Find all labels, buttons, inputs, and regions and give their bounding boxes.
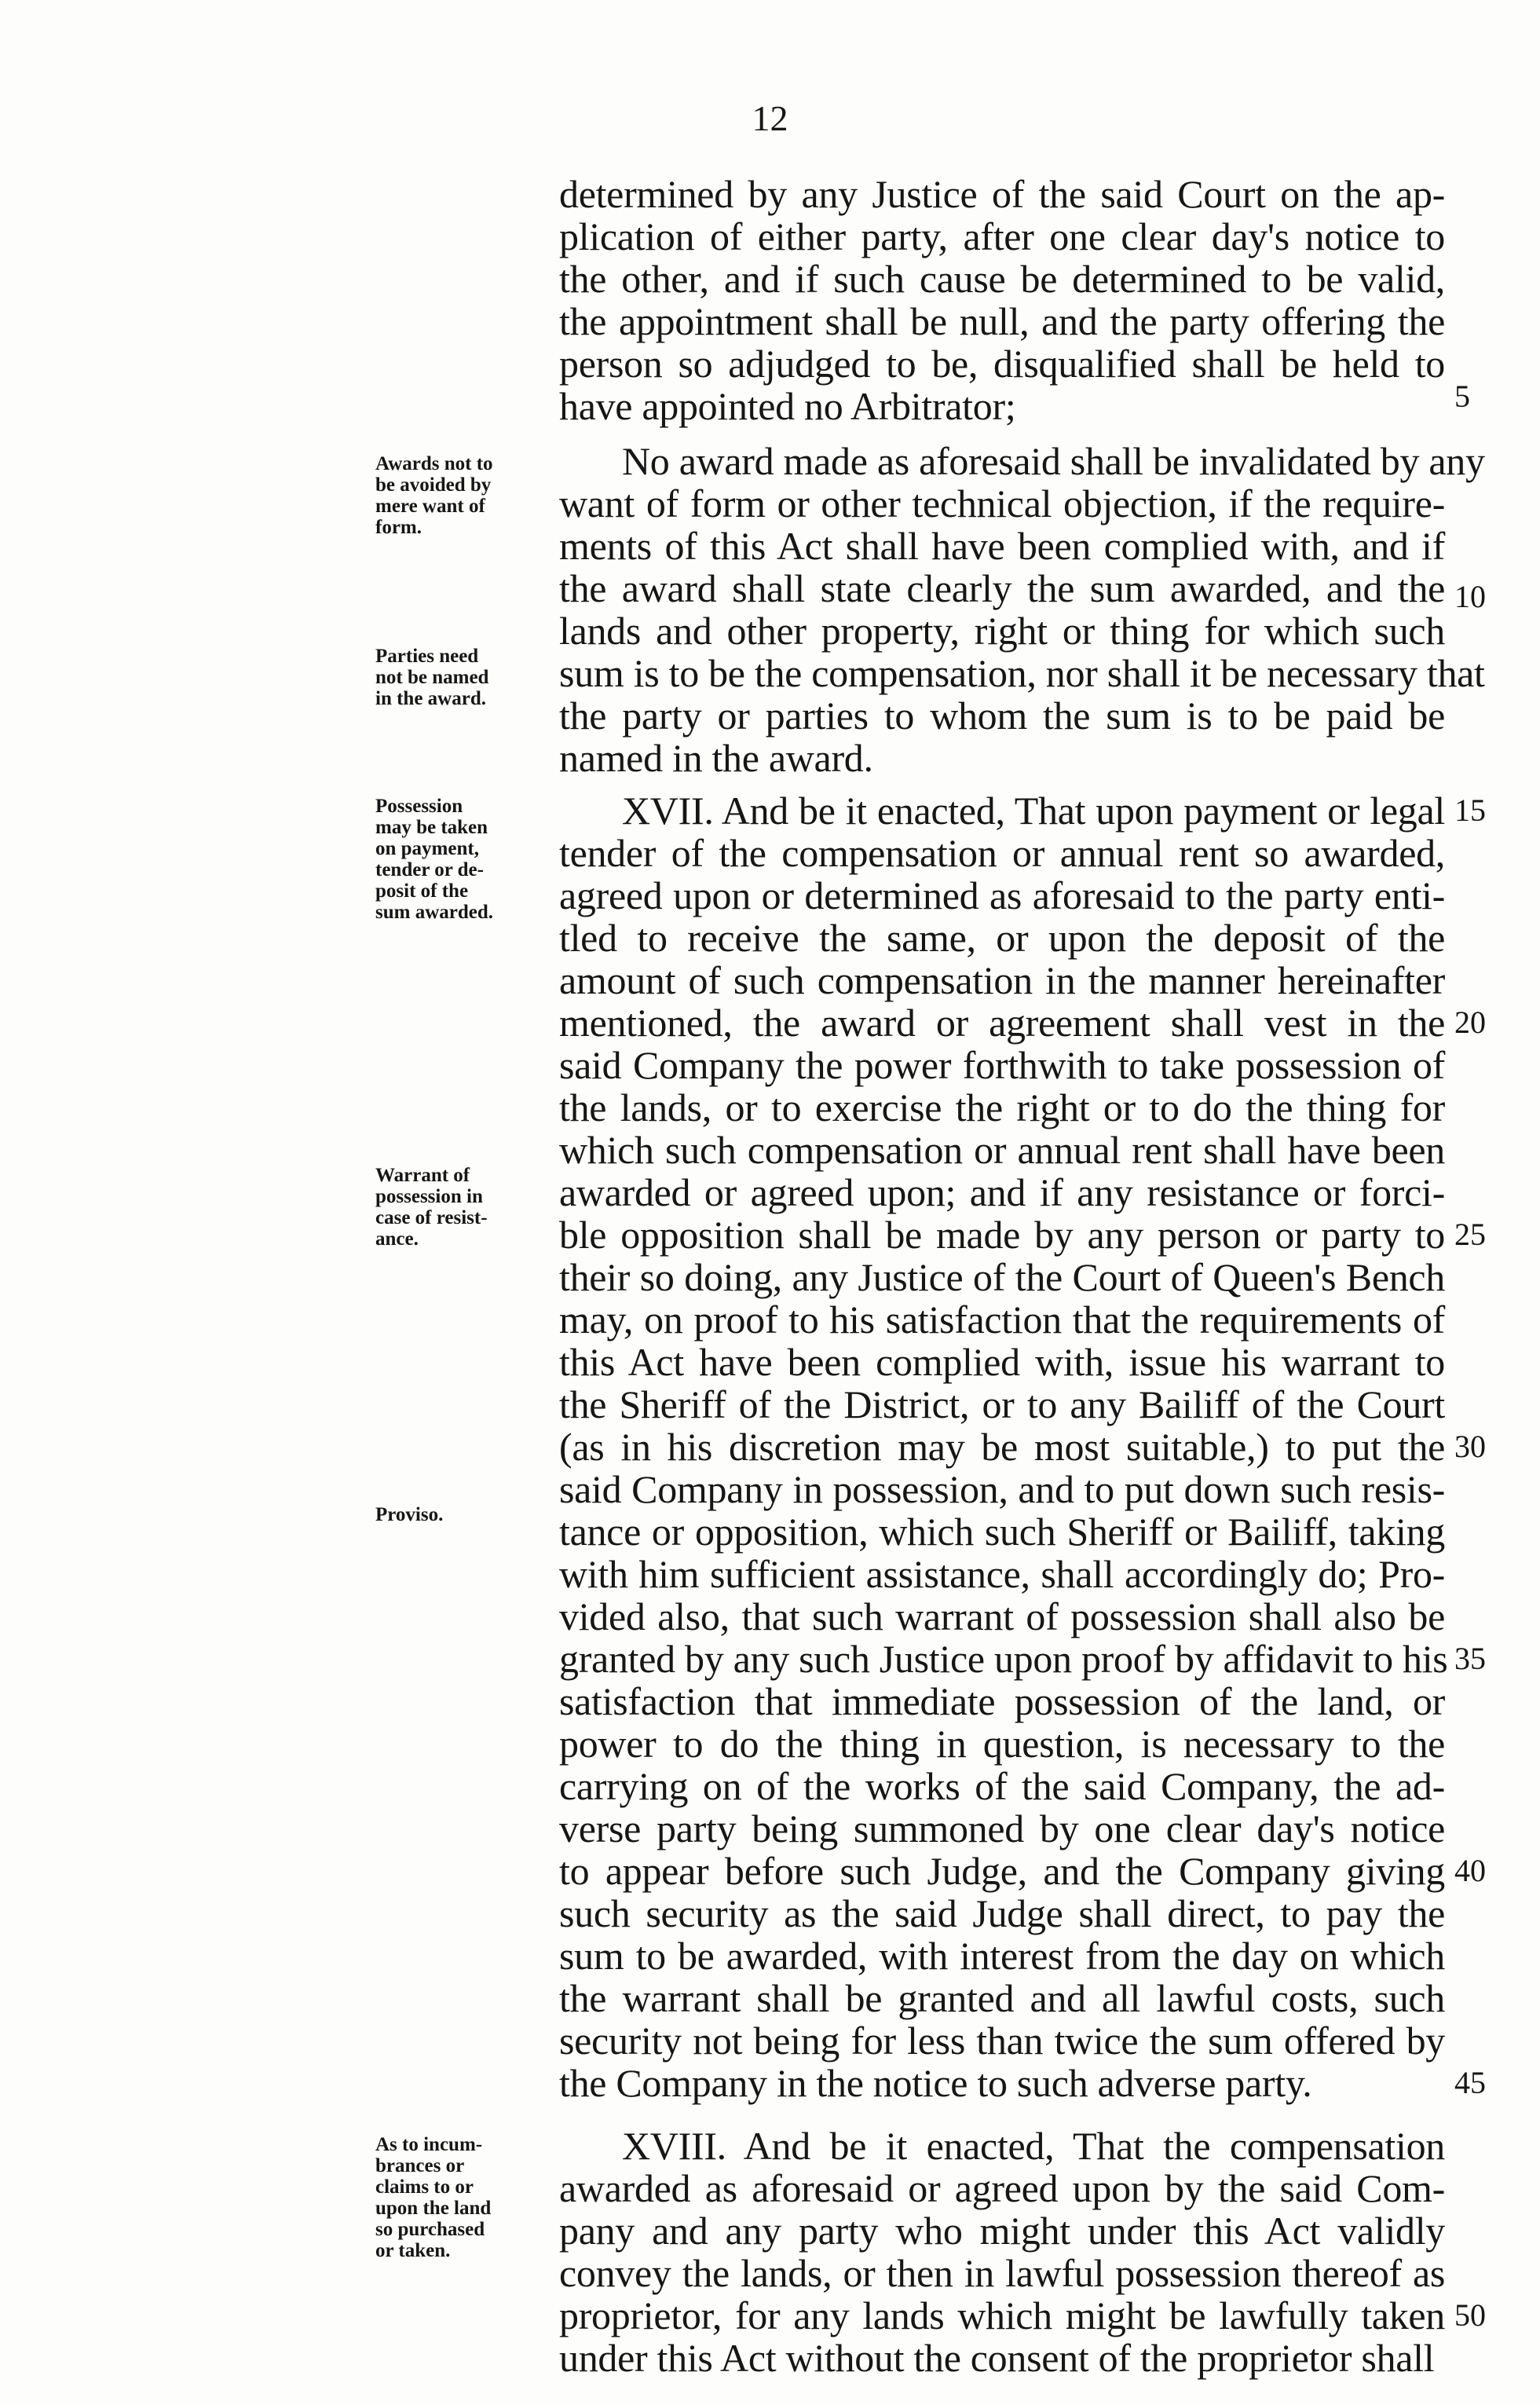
text-line: person so adjudged to be, disqualified shall be held to [559,342,1445,386]
margin-note-line: not be named [375,667,489,688]
margin-note-line: As to incum- [375,2134,483,2155]
note-incumbrances [375,2134,548,2261]
text-line: mentioned, the award or agreement shall vest in the [559,1001,1445,1045]
margin-note-line: in the award. [375,688,486,709]
text-line: the other, and if such cause be determined to be valid, [559,257,1445,301]
line-number: 10 [1454,579,1486,614]
text-line: ble opposition shall be made by any person or party to [559,1213,1445,1257]
text-line: the party or parties to whom the sum is to be paid be [559,694,1445,738]
text-line: with him sufficient assistance, shall accordingly do; Pro- [559,1552,1445,1596]
text-line: vided also, that such warrant of possession shall also be [559,1594,1445,1638]
note-proviso [375,1504,548,1525]
section-xviii [559,2125,1445,2379]
text-line: tender of the compensation or annual rent so awarded, [559,831,1445,875]
text-line: determined by any Justice of the said Court on the ap- [559,172,1445,216]
text-line: to appear before such Judge, and the Company giving [559,1849,1445,1893]
text-line: carrying on of the works of the said Company, the ad- [559,1764,1445,1808]
text-line: the Sheriff of the District, or to any Bailiff of the Court [559,1382,1445,1426]
text-line: the lands, or to exercise the right or to do the thing for [559,1085,1445,1129]
note-parties [375,646,548,709]
margin-note-line: possession in [375,1186,483,1207]
text-line: which such compensation or annual rent shall have been [559,1128,1445,1172]
margin-note-line: form. [375,517,422,538]
text-line: XVIII. And be it enacted, That the compensation [622,2124,1445,2168]
note-possession [375,796,548,923]
line-number: 50 [1454,2297,1486,2333]
text-line: such security as the said Judge shall direct, to pay the [559,1891,1445,1935]
text-line: the warrant shall be granted and all lawful costs, such [559,1976,1445,2020]
text-line: verse party being summoned by one clear day's notice [559,1806,1445,1850]
text-line: satisfaction that immediate possession of the land, or [559,1679,1445,1723]
text-line: named in the award. [559,736,873,780]
note-warrant [375,1165,548,1250]
text-line: sum is to be the compensation, nor shall it be necessary that [559,651,1485,695]
section-xvii [559,789,1448,2105]
margin-note-line: Awards not to [375,453,493,474]
margin-note-line: so purchased [375,2219,485,2240]
text-line: amount of such compensation in the manner hereinafter [559,958,1445,1002]
text-line: tance or opposition, which such Sheriff or Bailiff, taking [559,1510,1445,1554]
margin-note-line: Parties need [375,646,479,667]
margin-note-line: upon the land [375,2198,492,2219]
line-number: 25 [1454,1217,1486,1252]
line-number: 45 [1454,2065,1486,2100]
text-line: agreed upon or determined as aforesaid to the party enti- [559,873,1445,917]
text-line: power to do the thing in question, is necessary to the [559,1722,1445,1766]
text-line: convey the lands, or then in lawful possession thereof as [559,2251,1445,2295]
margin-note-line: claims to or [375,2176,474,2198]
arbitrator-block [559,173,1445,427]
margin-note-line: ance. [375,1228,419,1250]
text-line: awarded as aforesaid or agreed upon by the said Com- [559,2166,1445,2210]
line-number: 40 [1454,1853,1486,1888]
text-line: (as in his discretion may be most suitable,) to put the [559,1425,1445,1469]
line-number: 30 [1454,1429,1486,1464]
line-number: 15 [1454,793,1486,828]
text-line: have appointed no Arbitrator; [559,384,1016,428]
text-line: security not being for less than twice the sum offered by [559,2019,1445,2063]
margin-note-line: Possession [375,796,463,817]
text-line: proprietor, for any lands which might be lawfully taken [559,2293,1445,2337]
margin-note-line: posit of the [375,880,469,902]
text-line: granted by any such Justice upon proof by affidavit to his [559,1637,1448,1681]
line-number: 5 [1454,379,1470,414]
text-line: this Act have been complied with, issue his warrant to [559,1340,1445,1384]
margin-note-line: Warrant of [375,1165,470,1186]
text-line: their so doing, any Justice of the Court of Queen's Bench [559,1255,1445,1299]
line-number: 35 [1454,1641,1486,1676]
text-line: plication of either party, after one clear day's notice to [559,214,1445,258]
margin-note-line: tender or de- [375,859,484,880]
margin-note-line: mere want of [375,496,485,517]
page-number: 12 [752,98,788,138]
margin-note-line: brances or [375,2155,465,2176]
text-line: may, on proof to his satisfaction that the requirements of [559,1298,1445,1342]
text-line: ments of this Act shall have been complied with, and if [559,524,1445,568]
text-line: No award made as aforesaid shall be invalidated by any [622,439,1485,483]
margin-note-line: or taken. [375,2240,451,2261]
text-line: sum to be awarded, with interest from the day on which [559,1934,1445,1978]
margin-note-line: on payment, [375,838,479,859]
note-awards [375,453,548,538]
text-line: pany and any party who might under this Act validly [559,2209,1445,2253]
margin-note-line: sum awarded. [375,902,494,923]
text-line: the appointment shall be null, and the party offering the [559,299,1445,343]
line-number: 20 [1454,1005,1486,1040]
margin-note-line: may be taken [375,817,488,838]
text-line: the award shall state clearly the sum awarded, and the [559,566,1445,610]
text-line: said Company in possession, and to put down such resis- [559,1467,1445,1511]
text-line: the Company in the notice to such adverse party. [559,2061,1312,2105]
text-line: under this Act without the consent of the proprietor shall [559,2336,1435,2380]
text-line: XVII. And be it enacted, That upon payment or legal [622,789,1445,833]
text-line: awarded or agreed upon; and if any resistance or forci- [559,1170,1445,1214]
margin-note-line: be avoided by [375,474,492,496]
margin-note-line: Proviso. [375,1504,444,1525]
text-line: tled to receive the same, or upon the deposit of the [559,916,1445,960]
text-line: lands and other property, right or thing for which such [559,609,1445,653]
text-line: want of form or other technical objection, if the require- [559,481,1445,525]
margin-note-line: case of resist- [375,1207,488,1228]
text-line: said Company the power forthwith to take possession of [559,1043,1445,1087]
